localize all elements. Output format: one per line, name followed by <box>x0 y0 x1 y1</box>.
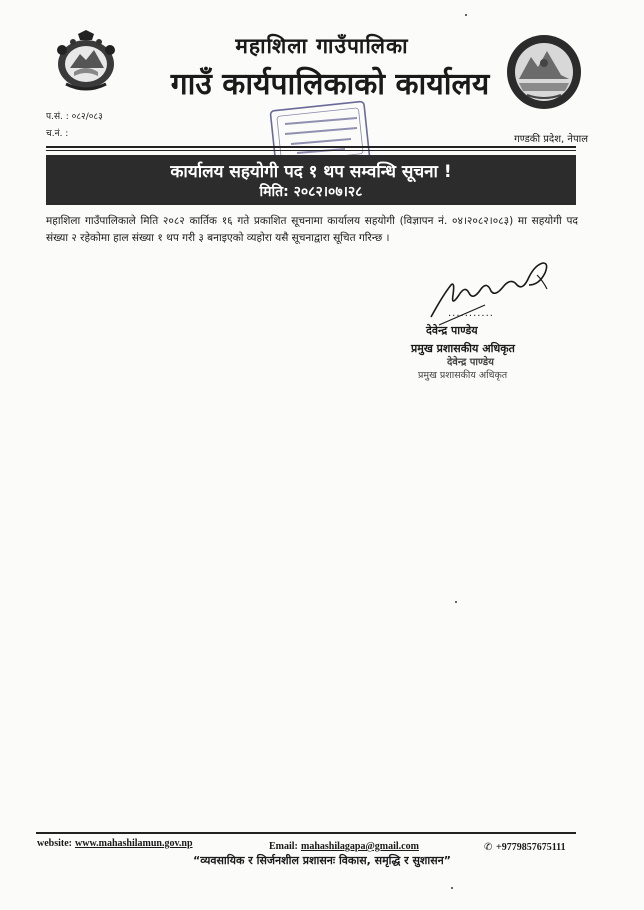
header-rule-thin <box>46 150 576 151</box>
scan-speck <box>455 601 457 603</box>
scan-speck <box>451 887 453 889</box>
notice-title: कार्यालय सहयोगी पद १ थप सम्वन्धि सूचना ! <box>170 162 452 182</box>
signer-title: प्रमुख प्रशासकीय अधिकृत <box>411 342 515 355</box>
website-link[interactable]: www.mahashilamun.gov.np <box>75 838 193 849</box>
header-rule <box>46 146 576 148</box>
website-label: website: <box>37 838 72 849</box>
notice-banner <box>46 155 576 205</box>
footer-rule <box>36 832 576 834</box>
seal-name: देवेन्द्र पाण्डेय <box>447 357 494 368</box>
seal-title: प्रमुख प्रशासकीय अधिकृत <box>418 370 508 381</box>
scan-speck <box>465 14 467 16</box>
email-label: Email: <box>269 841 298 852</box>
footer-slogan: “व्यवसायिक र सिर्जनशील प्रशासनः विकास, समृद्धि र सुशासन” <box>192 854 451 867</box>
municipality-logo-icon <box>505 33 583 111</box>
signer-name: देवेन्द्र पाण्डेय <box>426 324 478 337</box>
reference-number: प.सं. : ०८२/०८३ <box>46 112 103 122</box>
notice-body: महाशिला गाउँपालिकाले मिति २०८२ कार्तिक १६ गते प्रकाशित सूचनामा कार्यालय सहयोगी (विज्ञापन नं. ०४।२०८२।०८३) मा सहयोगी पद संख्या २ रहेकोमा हाल संख्या १ थप गरी ३ बनाइएको व्यहोरा यसै सूचनाद्वारा सूचित गरिन्छ । <box>46 215 578 244</box>
signature-dots: ........... <box>448 308 494 319</box>
municipality-name: महाशिला गाउँपालिका <box>235 34 409 58</box>
province-address: गण्डकी प्रदेश, नेपाल <box>514 134 588 145</box>
phone-number: +9779857675111 <box>496 842 566 853</box>
phone-icon: ✆ <box>484 842 493 853</box>
notice-date: मिति: २०८२।०७।२८ <box>259 184 363 200</box>
dispatch-number: च.नं. : <box>46 129 69 139</box>
office-name: गाउँ कार्यपालिकाको कार्यालय <box>170 67 490 102</box>
email-link[interactable]: mahashilagapa@gmail.com <box>301 841 419 852</box>
